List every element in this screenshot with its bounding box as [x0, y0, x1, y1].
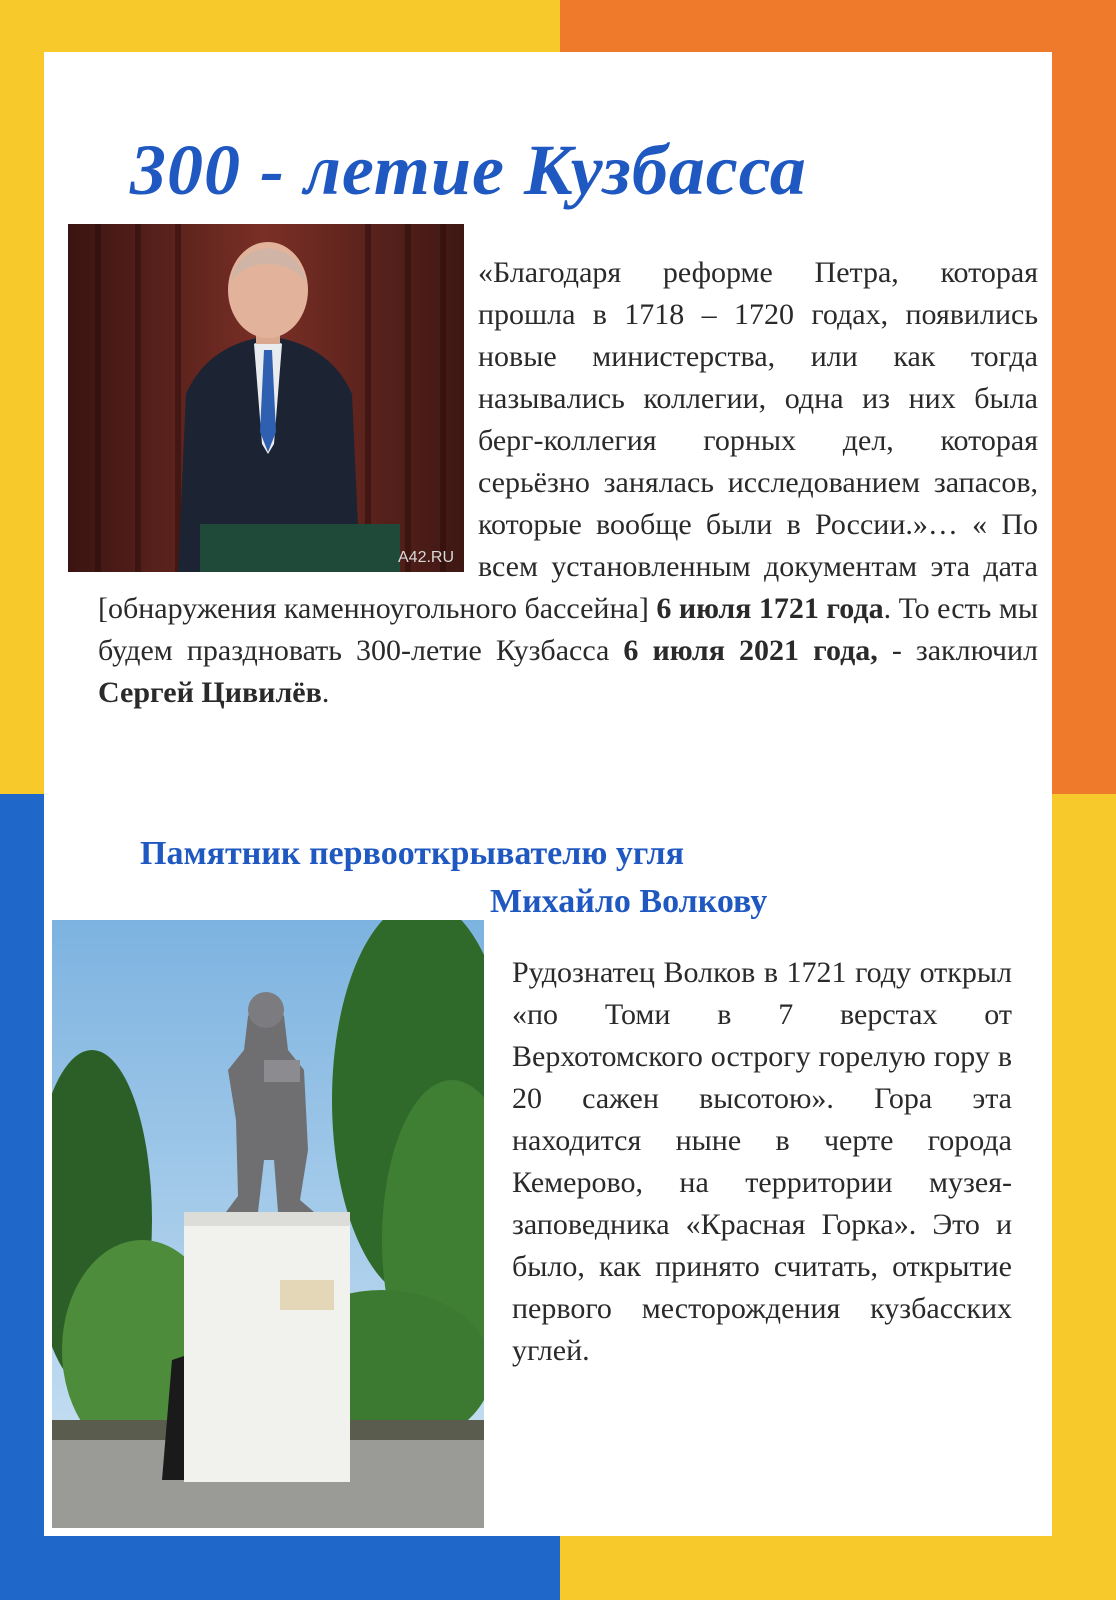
monument-heading — [140, 830, 920, 926]
border-band-blue-left — [0, 794, 44, 1600]
quote-paragraph — [98, 252, 1038, 714]
border-band-orange-right — [1052, 52, 1116, 794]
quote-text-part-1: «Благодаря реформе Петра, которая прошла в 1718 – 1720 годах, появились новые министерства, или как тогда назывались коллегии, одна из них была берг-коллегия горных дел, которая серьёзно занялась исследованием запасов, которые вообще были в России.»… « По всем установленным документам эта дата [обнаружения каменноугольного бассейна] — [98, 256, 1038, 625]
discovery-date: 6 июля 1721 года — [656, 592, 884, 625]
photo-watermark: A42.RU — [398, 549, 455, 566]
monument-photo-image — [52, 920, 484, 1528]
page-title: 300 - летие Кузбасса — [130, 130, 807, 210]
border-band-blue-bottom — [0, 1536, 560, 1600]
anniversary-date: 6 июля 2021 года, — [623, 634, 878, 667]
speaker-name: Сергей Цивилёв — [98, 676, 322, 709]
border-band-yellow-top — [0, 0, 560, 52]
quote-end: . — [321, 676, 330, 709]
monument-heading-line-2: Михайло Волкову — [490, 883, 768, 920]
poster-page — [44, 52, 1052, 1536]
border-band-orange-top — [560, 0, 1116, 52]
quote-text-part-2: . То есть мы будем праздновать 300-летие Кузбасса — [98, 592, 1038, 667]
photo-wrap-spacer — [98, 252, 472, 580]
border-band-yellow-right — [1052, 794, 1116, 1600]
border-band-yellow-left — [0, 52, 44, 794]
monument-description: Рудознатец Волков в 1721 году открыл «по Томи в 7 верстах от Верхотомского острогу горелую гору в 20 сажен высотою». Гора эта находится ныне в черте города Кемерово, на территории музея-заповедника «Красная Горка». Это и было, как принято считать, открытие первого месторождения кузбасских углей. — [512, 956, 1012, 1367]
border-band-yellow-bottom — [560, 1536, 1116, 1600]
monument-heading-line-1: Памятник первооткрывателю угля — [140, 835, 684, 872]
quote-text-part-3: - заключил — [877, 634, 1038, 667]
monument-photo — [52, 920, 484, 1528]
